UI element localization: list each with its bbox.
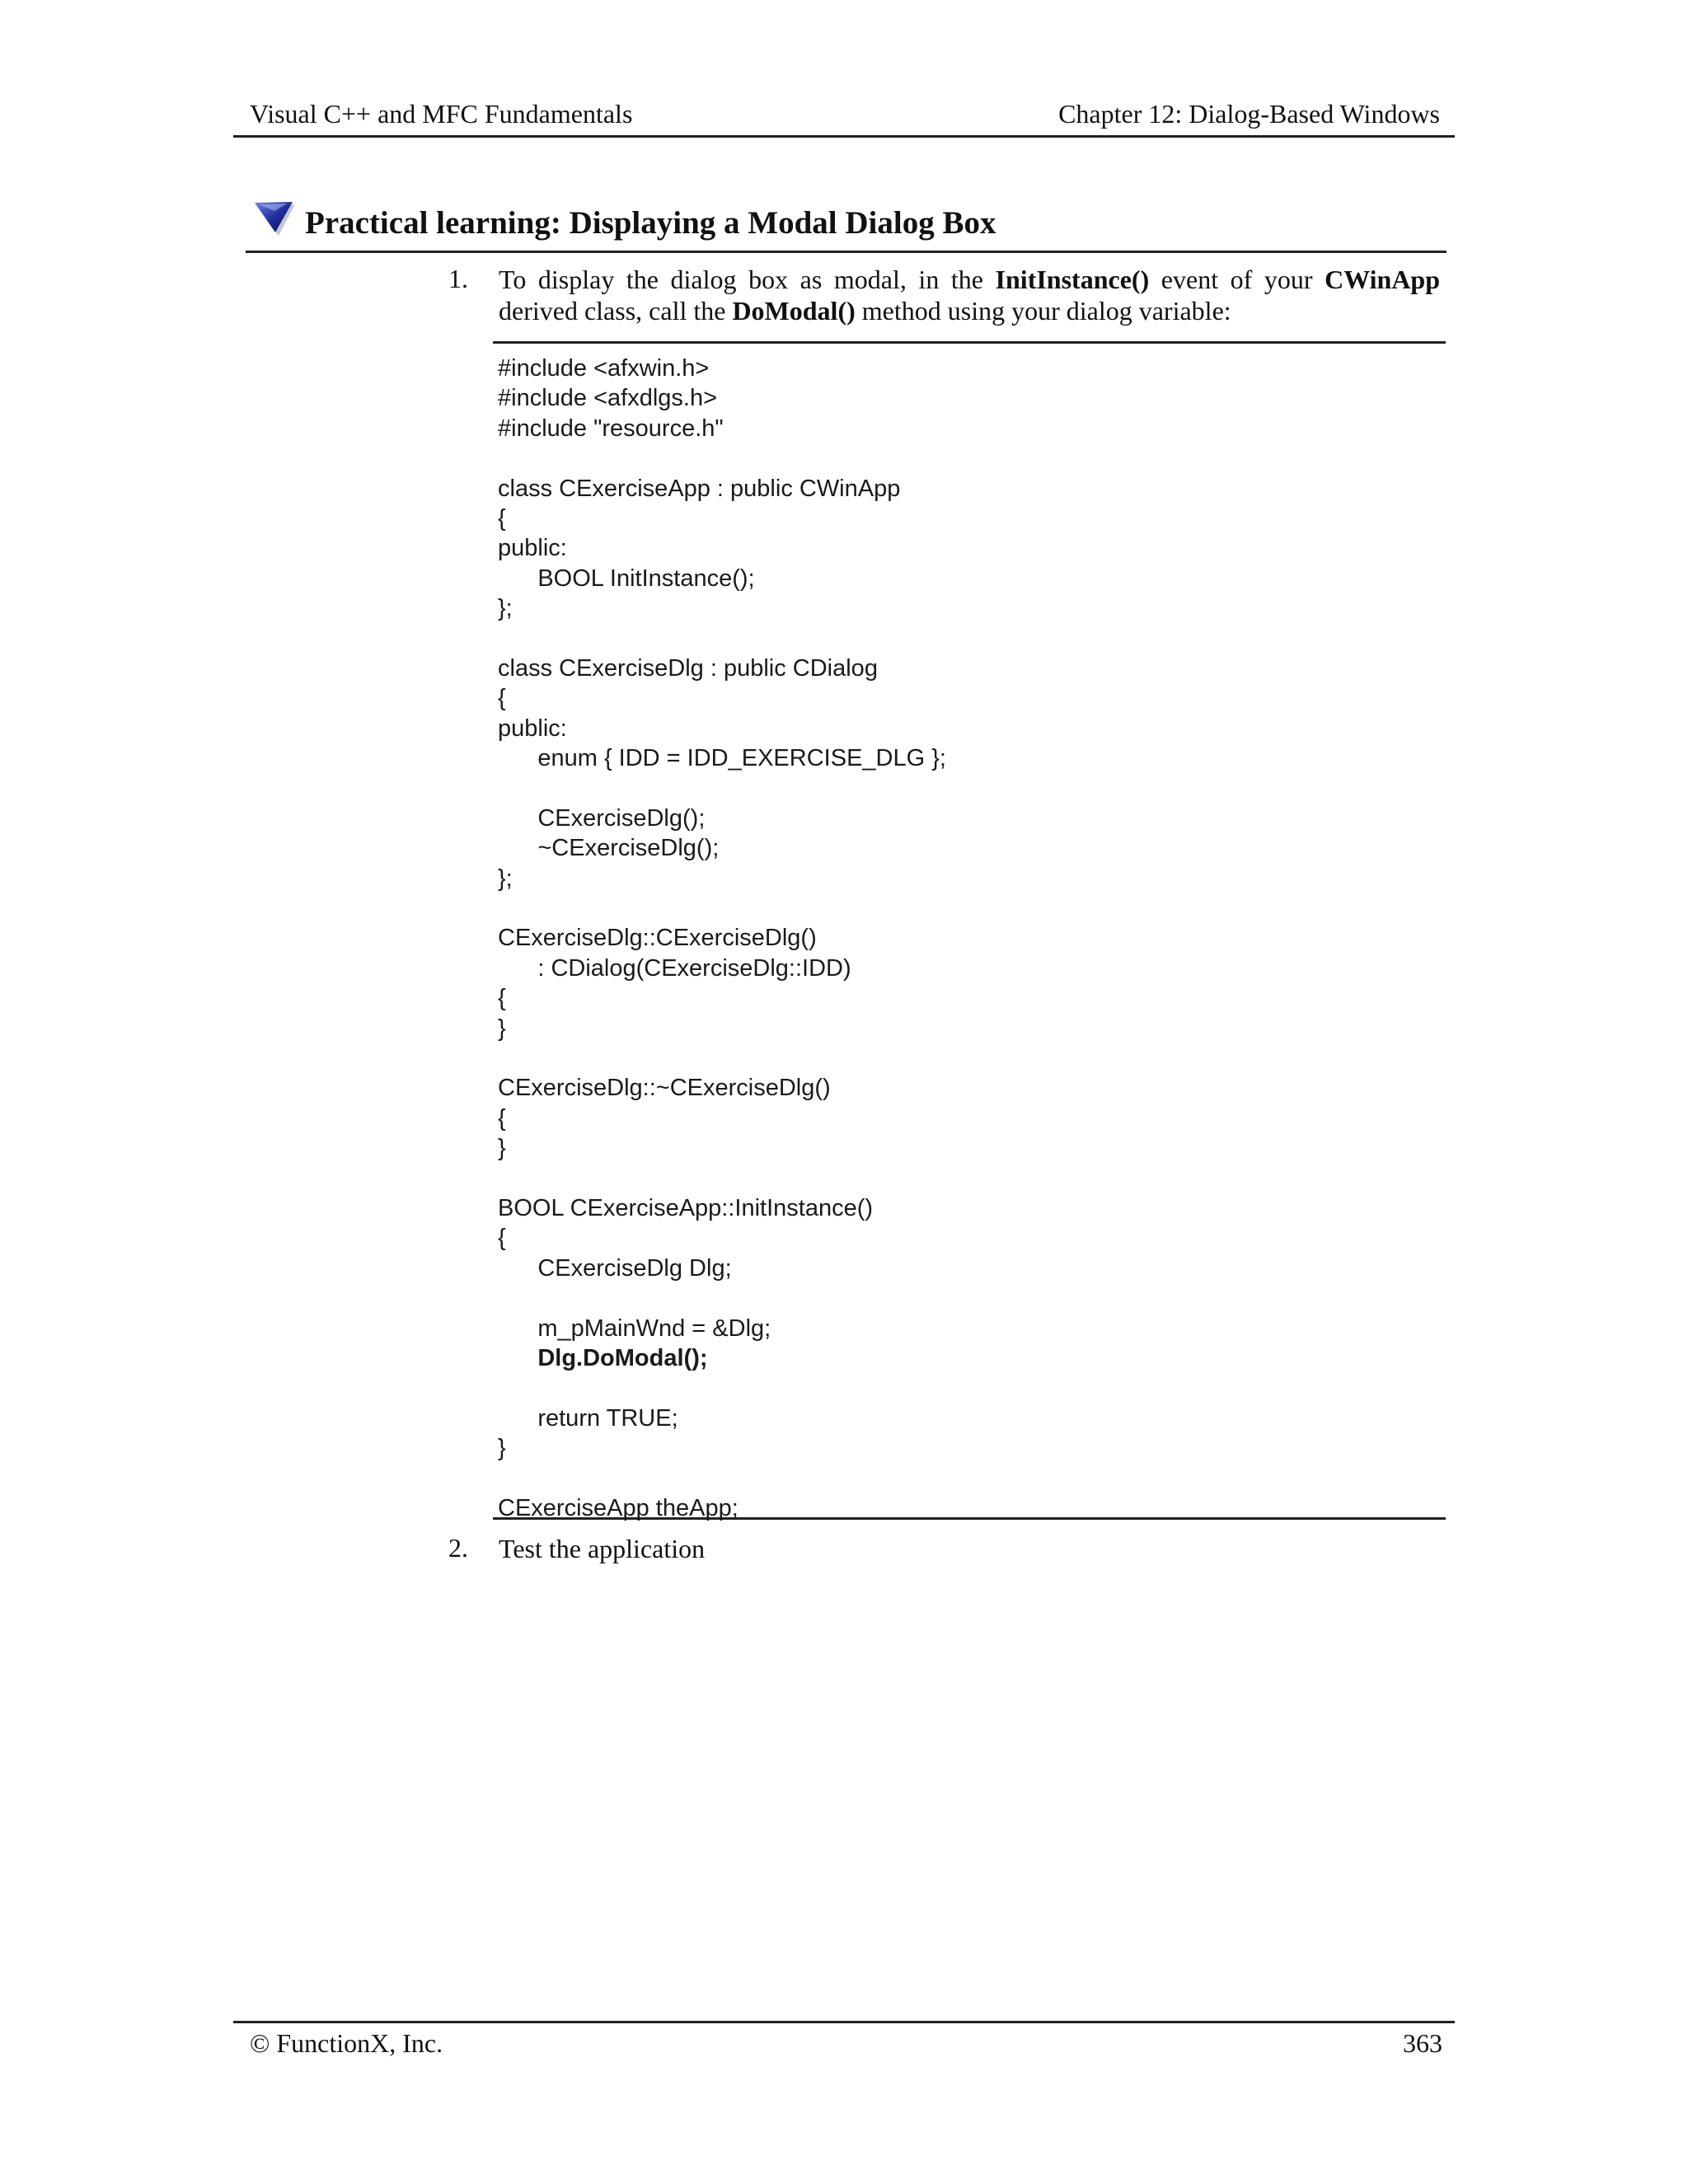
code-line — [498, 443, 946, 473]
code-line: }; — [498, 595, 513, 622]
code-line: public: — [498, 715, 567, 742]
code-line: { — [498, 685, 506, 712]
code-line: } — [498, 1435, 506, 1462]
code-listing — [493, 341, 1446, 1520]
code-line: Dlg.DoModal(); — [498, 1344, 708, 1371]
code-line — [498, 1283, 946, 1313]
code-line: ~CExerciseDlg(); — [498, 835, 720, 862]
code-line: } — [498, 1015, 506, 1042]
chapter-title: Chapter 12: Dialog-Based Windows — [1058, 99, 1440, 129]
section-heading — [246, 196, 1447, 253]
code-line — [498, 773, 946, 803]
code-lines — [498, 354, 946, 1523]
code-line: : CDialog(CExerciseDlg::IDD) — [498, 954, 851, 982]
code-line: class CExerciseApp : public CWinApp — [498, 475, 901, 502]
code-line: CExerciseDlg::~CExerciseDlg() — [498, 1075, 831, 1102]
code-line: m_pMainWnd = &Dlg; — [498, 1315, 771, 1342]
code-line: enum { IDD = IDD_EXERCISE_DLG }; — [498, 745, 946, 772]
code-line: { — [498, 504, 506, 532]
code-line: } — [498, 1135, 506, 1162]
code-line: CExerciseDlg Dlg; — [498, 1254, 732, 1282]
code-line: { — [498, 985, 506, 1012]
code-term: CWinApp — [1325, 265, 1441, 294]
blue-triangle-icon — [254, 201, 297, 237]
code-line: { — [498, 1225, 506, 1252]
code-line: #include "resource.h" — [498, 415, 724, 442]
code-line: public: — [498, 535, 567, 562]
copyright: © FunctionX, Inc. — [250, 2028, 443, 2058]
code-line: BOOL CExerciseApp::InitInstance() — [498, 1194, 874, 1221]
code-line: BOOL InitInstance(); — [498, 565, 755, 592]
code-line — [498, 893, 946, 923]
code-line — [498, 1164, 946, 1193]
code-line — [498, 1463, 946, 1493]
step-number: 2. — [448, 1533, 468, 1563]
page-number: 363 — [1403, 2028, 1442, 2058]
code-line — [498, 1043, 946, 1073]
code-term: InitInstance() — [995, 265, 1150, 294]
code-line: }; — [498, 865, 513, 892]
code-term: DoModal() — [732, 296, 856, 326]
code-line: #include <afxwin.h> — [498, 355, 710, 382]
section-title: Practical learning: Displaying a Modal Dialog Box — [305, 205, 996, 241]
code-line: CExerciseApp theApp; — [498, 1494, 738, 1521]
code-line: CExerciseDlg(); — [498, 804, 706, 832]
code-line — [498, 624, 946, 654]
code-line: #include <afxdlgs.h> — [498, 385, 718, 412]
running-footer — [233, 2021, 1455, 2058]
running-header — [233, 97, 1455, 138]
step-text: To display the dialog box as modal, in the InitInstance() event of your CWinApp derived class, call the DoModal() method using your dialog variable: — [499, 265, 1441, 326]
step-number: 1. — [448, 264, 468, 293]
code-line: return TRUE; — [498, 1404, 678, 1432]
book-title: Visual C++ and MFC Fundamentals — [250, 99, 633, 129]
code-line: CExerciseDlg::CExerciseDlg() — [498, 925, 817, 952]
code-line — [498, 1373, 946, 1403]
code-line: { — [498, 1104, 506, 1132]
code-line: class CExerciseDlg : public CDialog — [498, 654, 878, 682]
step-text: Test the application — [499, 1534, 706, 1563]
